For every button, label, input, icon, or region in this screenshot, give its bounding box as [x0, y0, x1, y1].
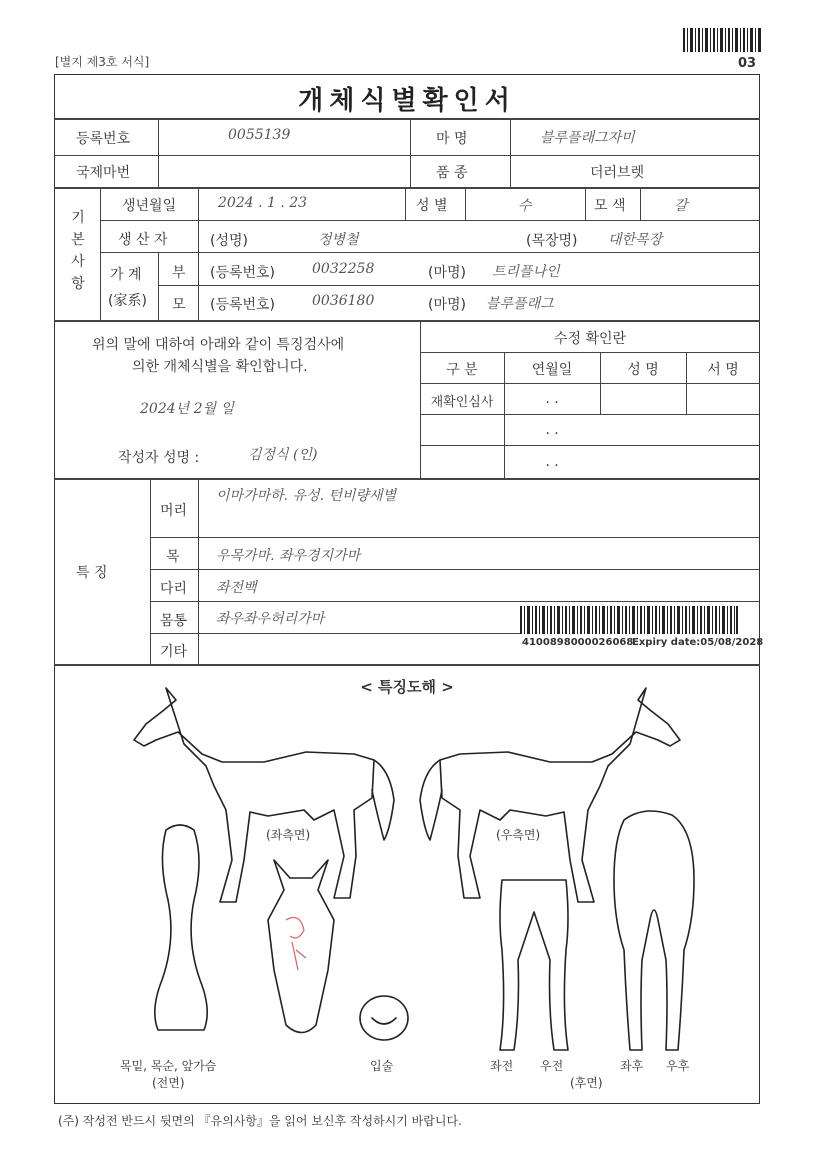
- sex-label: 성 별: [416, 198, 448, 214]
- head-front-view: [268, 860, 334, 1033]
- pedigree-hanja: (家系): [108, 293, 147, 309]
- other-label: 기타: [160, 644, 188, 660]
- revision-row1-type: 재확인심사: [430, 395, 494, 410]
- barcode-sticker: [520, 606, 738, 634]
- legs-value: 좌전백: [216, 580, 257, 596]
- dam-label: 모: [172, 297, 186, 313]
- body-label: 몸통: [160, 613, 188, 629]
- horse-name-value: 블루플래그자미: [540, 130, 635, 146]
- sire-label: 부: [172, 265, 186, 281]
- coat-value: 갈: [674, 198, 688, 214]
- author-label: 작성자 성명 :: [118, 450, 200, 466]
- revision-header-date: 연월일: [531, 362, 573, 378]
- front-left-caption: 좌전: [490, 1059, 514, 1073]
- breed-value: 더러브렛: [590, 165, 645, 181]
- body-value: 좌우좌우허리가마: [216, 611, 325, 627]
- revision-title: 수정 확인란: [553, 331, 627, 347]
- reg-no-label: 등록번호: [76, 131, 131, 147]
- birth-label: 생년월일: [122, 198, 177, 214]
- sire-regno-label: (등록번호): [210, 265, 276, 281]
- front-neck-view: [155, 825, 207, 1030]
- pedigree-label: 가 계: [110, 267, 142, 283]
- revision-header-name: 성 명: [627, 362, 659, 378]
- birth-value: 2024 . 1 . 23: [218, 195, 308, 211]
- dam-name-label: (마명): [428, 297, 466, 313]
- lips-caption: 입술: [370, 1059, 394, 1073]
- revision-row1-date: . .: [545, 391, 559, 407]
- front-caption-1: 목밑, 목순, 앞가슴: [120, 1059, 217, 1073]
- farm-label: (목장명): [526, 233, 578, 249]
- revision-header-type: 구 분: [446, 362, 478, 378]
- revision-header-sign: 서 명: [707, 362, 739, 378]
- features-section-label: 특 징: [76, 565, 108, 581]
- sire-regno-value: 0032258: [312, 261, 375, 277]
- expiry-date: Expiry date:05/08/2028: [632, 637, 764, 648]
- front-right-caption: 우전: [540, 1059, 564, 1073]
- right-side-horse: [440, 688, 680, 902]
- coat-label: 모 색: [594, 198, 626, 214]
- footer-note: (주) 작성전 반드시 뒷면의 『유의사항』을 읽어 보신후 작성하시기 바랍니다.: [58, 1114, 462, 1128]
- neck-label: 목: [166, 549, 180, 565]
- barcode-top: [683, 28, 761, 52]
- page-number: 03: [738, 56, 757, 71]
- rear-view: [614, 811, 694, 1050]
- sire-name-label: (마명): [428, 265, 466, 281]
- revision-row2-date: . .: [545, 422, 559, 438]
- certify-date: 2024년 2월 일: [140, 401, 235, 417]
- rear-caption: (후면): [570, 1076, 603, 1090]
- dam-regno-value: 0036180: [312, 293, 375, 309]
- producer-label: 생 산 자: [118, 232, 168, 248]
- lips: [360, 996, 408, 1040]
- left-side-caption: (좌측면): [266, 828, 311, 842]
- certify-line2: 의한 개체식별을 확인합니다.: [132, 359, 308, 375]
- head-value: 이마가마하. 유성. 턴비량새별: [216, 488, 397, 504]
- farm-value: 대한목장: [608, 232, 663, 248]
- dam-name-value: 블루플래그: [486, 296, 554, 312]
- hind-right-caption: 우후: [666, 1059, 690, 1073]
- sire-name-value: 트리플나인: [492, 264, 560, 280]
- revision-row3-date: . .: [545, 454, 559, 470]
- left-side-horse: [134, 688, 374, 902]
- basic-section-label: 기 본 사 항: [71, 210, 85, 292]
- hind-left-caption: 좌후: [620, 1059, 644, 1073]
- certify-line1: 위의 말에 대하여 아래와 같이 특징검사에: [92, 337, 345, 353]
- breed-label: 품 종: [436, 165, 468, 181]
- author-value: 김정식 (인): [248, 447, 318, 463]
- diagram-title: < 특징도해 >: [360, 678, 454, 696]
- head-label: 머리: [160, 503, 188, 519]
- producer-name-value: 정병철: [318, 232, 359, 248]
- front-caption-2: (전면): [152, 1076, 185, 1090]
- producer-name-label: (성명): [210, 233, 248, 249]
- right-side-caption: (우측면): [496, 828, 541, 842]
- neck-value: 우목가마. 좌우경지가마: [216, 548, 361, 564]
- horse-name-label: 마 명: [436, 131, 468, 147]
- intl-no-label: 국제마번: [76, 165, 131, 181]
- legs-label: 다리: [160, 581, 188, 597]
- page-title: 개체식별확인서: [298, 86, 516, 116]
- reg-no-value: 0055139: [228, 127, 291, 143]
- horse-diagram: [54, 680, 760, 1100]
- form-tag: [별지 제3호 서식]: [55, 55, 150, 69]
- dam-regno-label: (등록번호): [210, 297, 276, 313]
- barcode-number: 4100898000026068: [522, 637, 634, 648]
- sex-value: 수: [518, 198, 532, 214]
- front-legs-view: [500, 880, 568, 1050]
